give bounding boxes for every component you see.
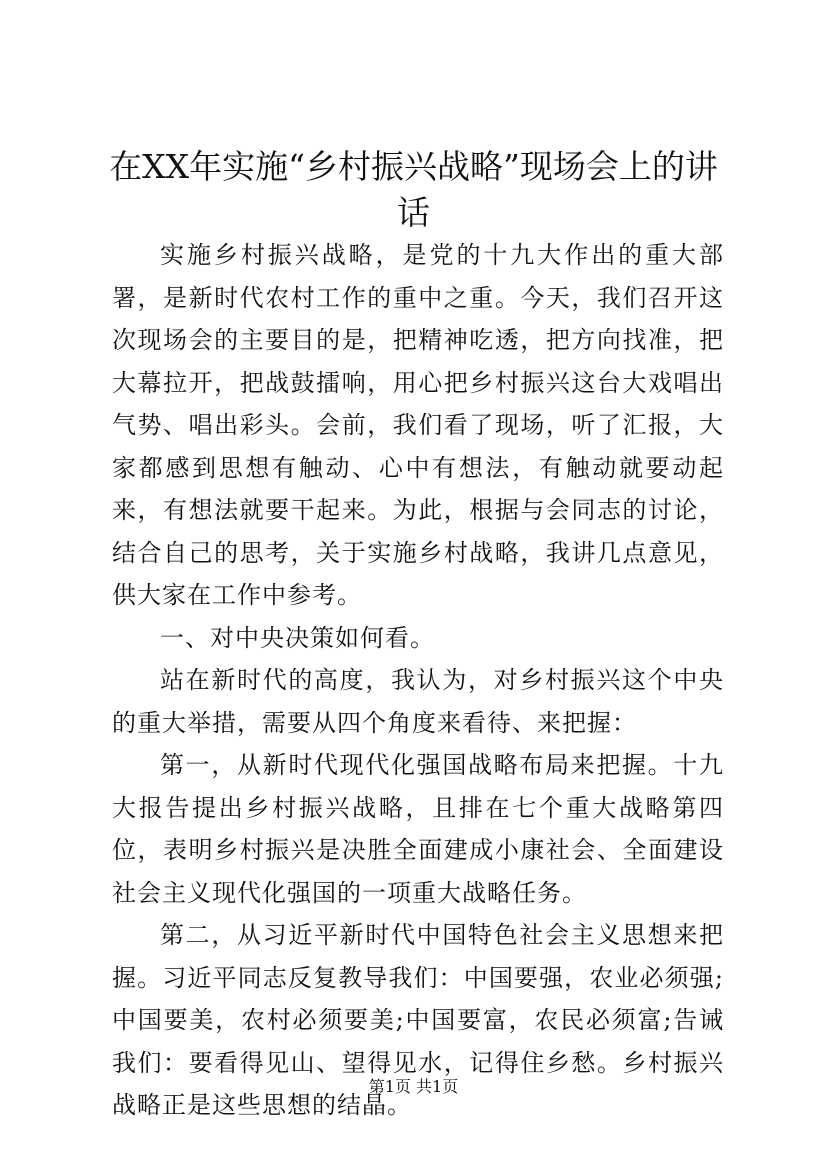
document-body <box>112 234 724 1127</box>
document-title: 在XX年实施“乡村振兴战略”现场会上的讲话 <box>109 147 718 232</box>
paragraph-first-point: 第一，从新时代现代化强国战略布局来把握。十九大报告提出乡村振兴战略，且排在七个重大战略第四位，表明乡村振兴是决胜全面建成小康社会、全面建设社会主义现代化强国的一项重大战略任务。 <box>112 751 724 907</box>
paragraph-intro: 实施乡村振兴战略，是党的十九大作出的重大部署，是新时代农村工作的重中之重。今天，我们召开这次现场会的主要目的是，把精神吃透，把方向找准，把大幕拉开，把战鼓擂响，用心把乡村振兴这台大戏唱出气势、唱出彩头。会前，我们看了现场，听了汇报，大家都感到思想有触动、心中有想法，有触动就要动起来，有想法就要干起来。为此，根据与会同志的讨论，结合自己的思考，关于实施乡村战略，我讲几点意见，供大家在工作中参考。 <box>112 241 724 609</box>
paragraph-second-point: 第二，从习近平新时代中国特色社会主义思想来把握。习近平同志反复教导我们：中国要强，农业必须强;中国要美，农村必须要美;中国要富，农民必须富;告诫我们：要看得见山、望得见水，记得住乡愁。乡村振兴战略正是这些思想的结晶。 <box>112 921 724 1119</box>
paragraph-perspective: 站在新时代的高度，我认为，对乡村振兴这个中央的重大举措，需要从四个角度来看待、来把握： <box>112 666 724 737</box>
section-heading-1: 一、对中央决策如何看。 <box>160 623 435 652</box>
page-footer: 第1页 共1页 <box>368 1077 459 1096</box>
